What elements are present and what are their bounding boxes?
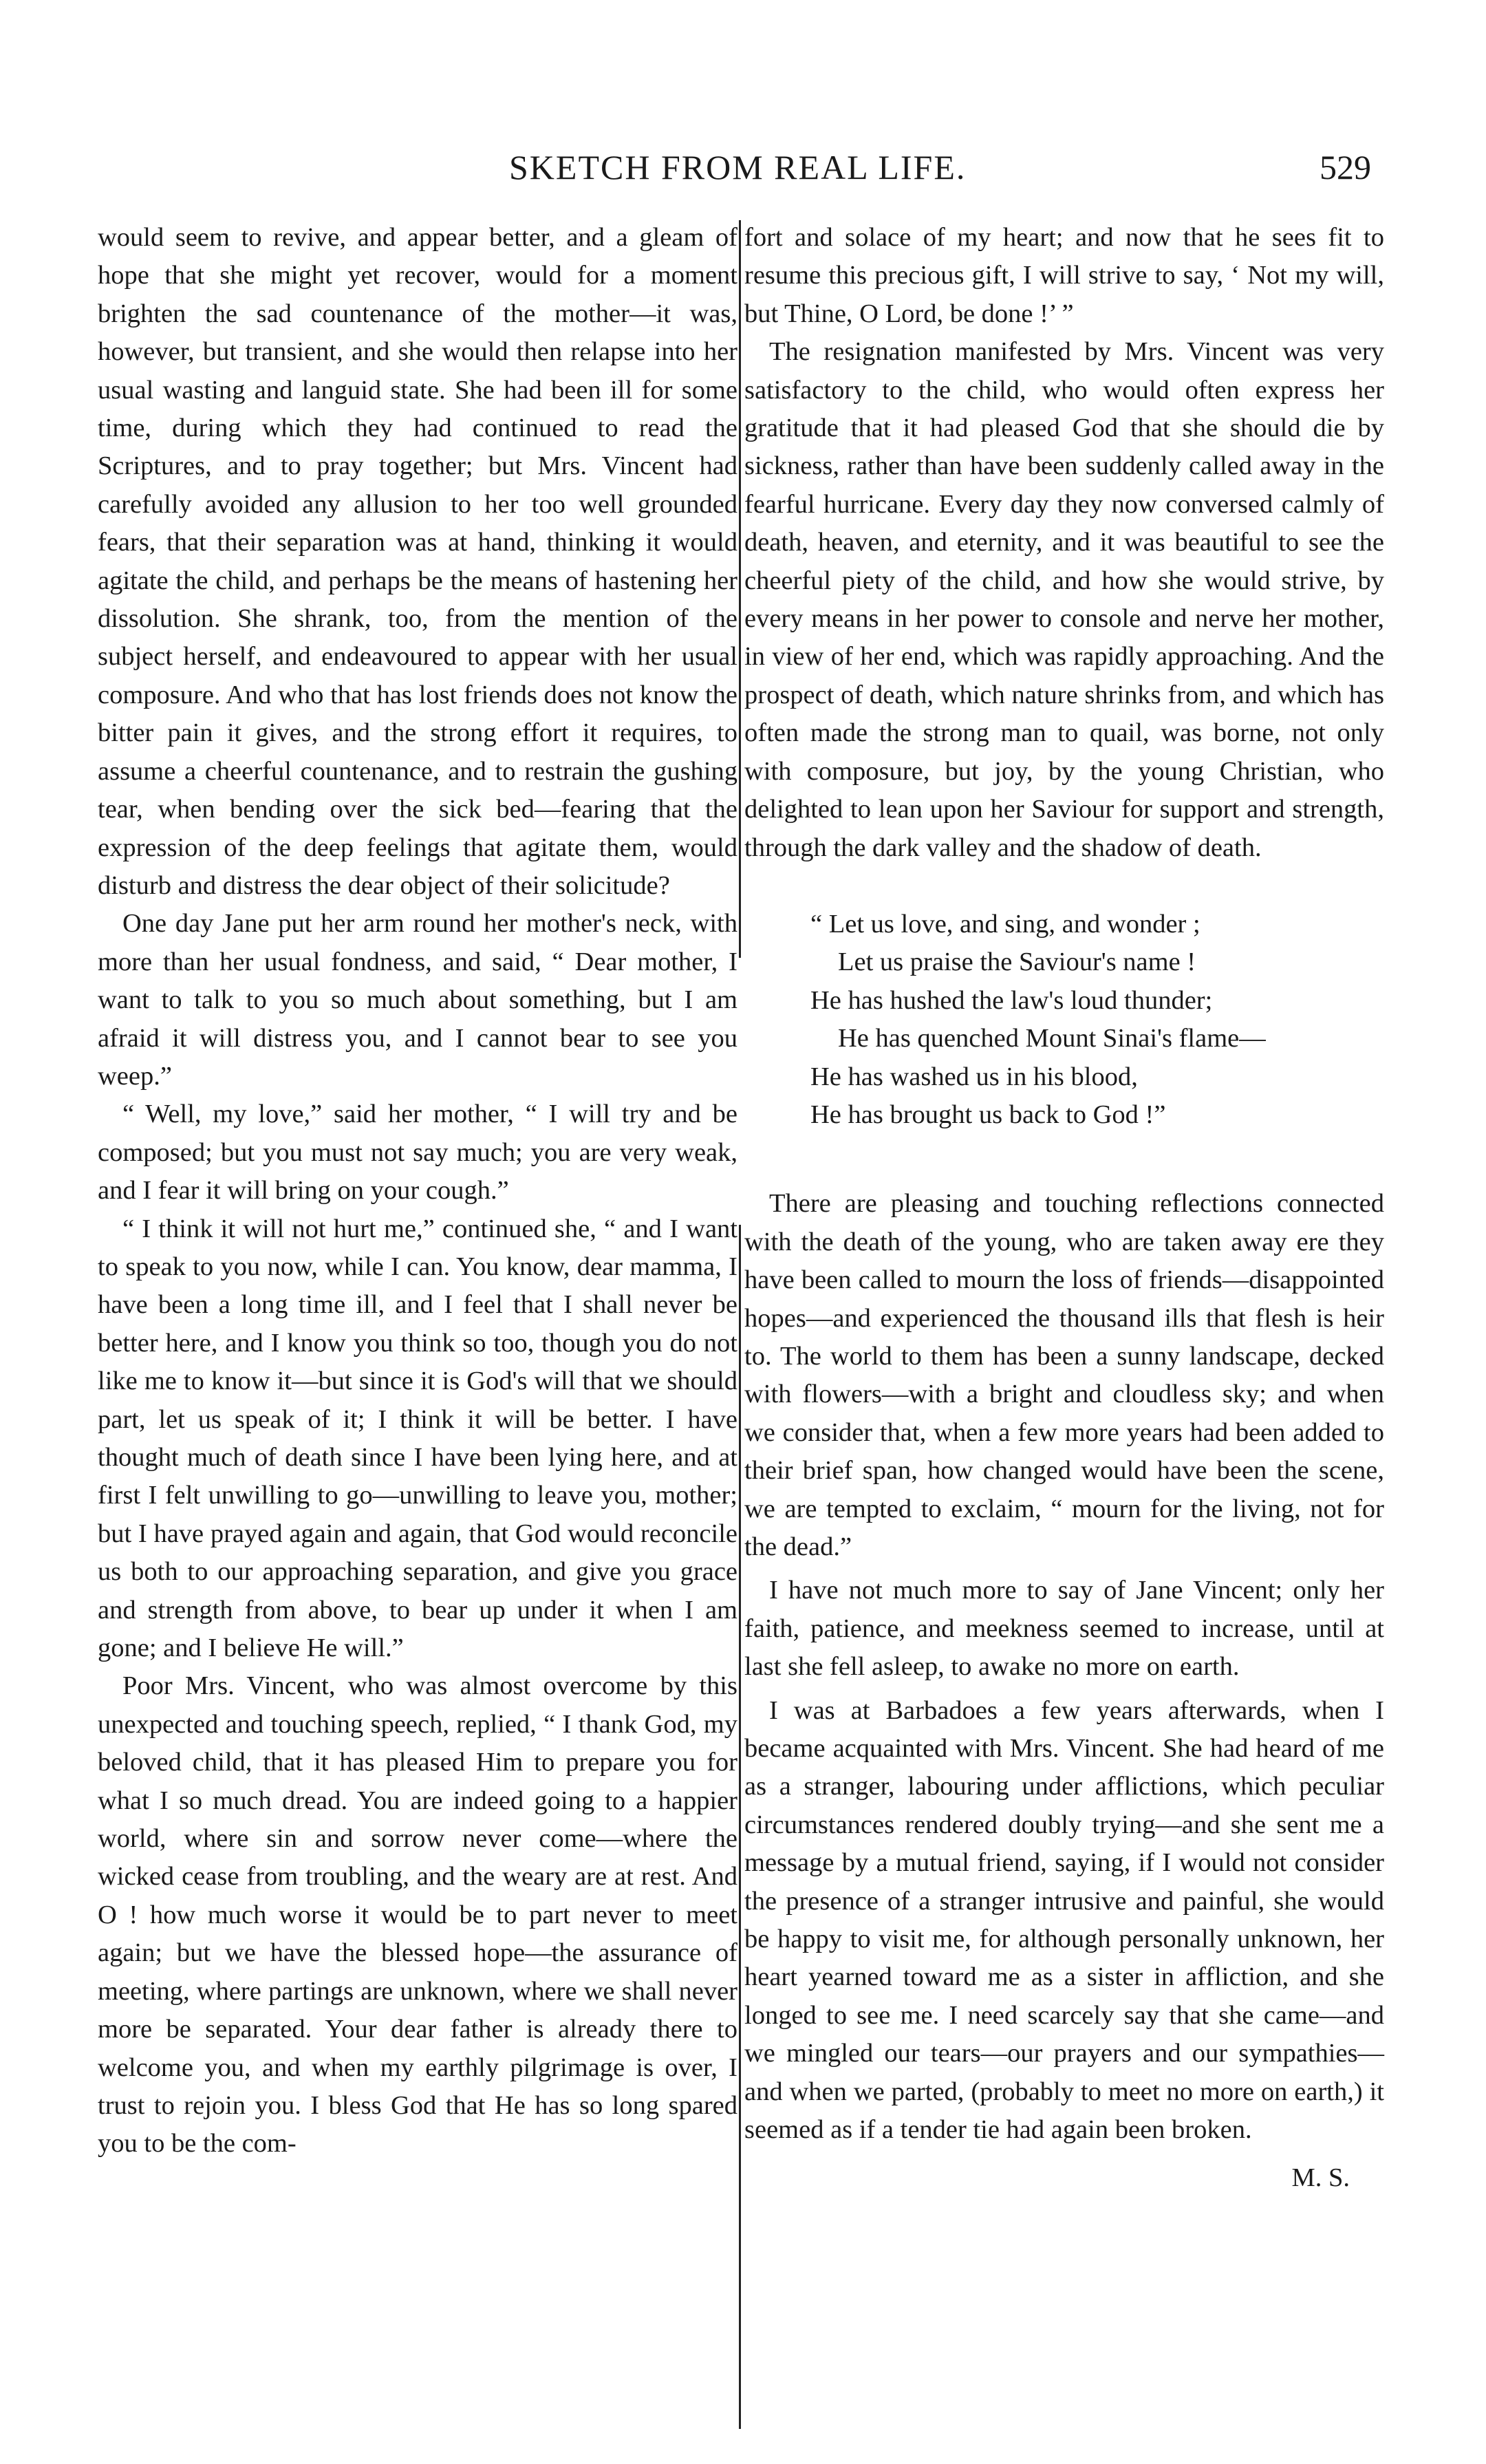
poem-stanza [810,906,1384,1134]
page-title: SKETCH FROM REAL LIFE. [509,148,967,186]
column-rule-bottom [739,1225,741,2429]
left-column [98,219,737,2163]
paragraph: I have not much more to say of Jane Vincent; only her faith, patience, and meekness seemed to increase, until at last she fell asleep, to awake no more on earth. [744,1576,1384,1682]
poem-line: Let us praise the Saviour's name ! [838,947,1196,977]
paragraph: The resignation manifested by Mrs. Vincent was very satisfactory to the child, who would often express her gratitude that it had pleased God that she should die by sickness, rather than have been suddenly called away in the fearful hurricane. Every day they now conversed calmly of death, heaven, and eternity, and it was beautiful to see the cheerful piety of the child, and how she would strive, by every means in her power to console and nerve her mother, in view of her end, which was rapidly approaching. And the prospect of death, which nature shrinks from, and which has often made the strong man to quail, was borne, not only with composure, but joy, by the young Christian, who delighted to lean upon her Saviour for support and strength, through the dark valley and the shadow of death. [744,337,1384,862]
paragraph: “ I think it will not hurt me,” continued she, “ and I want to speak to you now, while I can. You know, dear mamma, I have been a long time ill, and I feel that I shall never be better here, and I know you think so too, though you do not like me to know it—but since it is God's will that we should part, let us speak of it; I think it will be better. I have thought much of death since I have been lying here, and at first I felt unwilling to go—unwilling to leave you, mother; but I have prayed again and again, that God would reconcile us both to our approaching separation, and give you grace and strength from above, to bear up under it when I am gone; and I believe He will.” [98,1214,737,1663]
poem-line: He has brought us back to God !” [810,1100,1166,1129]
running-header [0,147,1486,209]
author-signature: M. S. [1291,2163,1350,2192]
paragraph: I was at Barbadoes a few years afterwards, when I became acquainted with Mrs. Vincent. She had heard of me as a stranger, labouring under afflictions, which peculiar circumstances rendered doubly trying—and she sent me a message by a mutual friend, saying, if I would not consider the presence of a stranger intrusive and painful, she would be happy to visit me, for although personally unknown, her heart yearned toward me as a sister in affliction, and she longed to see me. I need scarcely say that she came—and we mingled our tears—our prayers and our sympathies—and when we parted, (probably to meet no more on earth,) it seemed as if a tender tie had again been broken. [744,1695,1384,2145]
poem-line: He has washed us in his blood, [810,1062,1138,1091]
page-number: 529 [1320,148,1371,186]
poem-line: He has hushed the law's loud thunder; [810,985,1213,1015]
paragraph: Poor Mrs. Vincent, who was almost overcome by this unexpected and touching speech, replied, “ I thank God, my beloved child, that it has pleased Him to prepare you for what I so much dread. You are indeed going to a happier world, where sin and sorrow never come—where the wicked cease from troubling, and the weary are at rest. And O ! how much worse it would be to part never to meet again; but we have the blessed hope—the assurance of meeting, where partings are unknown, where we shall never more be separated. Your dear father is already there to welcome you, and when my earthly pilgrimage is over, I trust to rejoin you. I bless God that He has so long spared you to be the com- [98,1671,737,2158]
paragraph: There are pleasing and touching reflections connected with the death of the young, who are taken away ere they have been called to mourn the loss of friends—disappointed hopes—and experienced the thousand ills that flesh is heir to. The world to them has been a sunny landscape, decked with flowers—with a bright and cloudless sky; and when we consider that, when a few more years had been added to their brief span, how changed would have been the scene, we are tempted to exclaim, “ mourn for the living, not for the dead.” [744,1189,1384,1561]
paragraph: would seem to revive, and appear better, and a gleam of hope that she might yet recover, would for a moment brighten the sad countenance of the mother—it was, however, but transient, and she would then relapse into her usual wasting and languid state. She had been ill for some time, during which they had continued to read the Scriptures, and to pray together; but Mrs. Vincent had carefully avoided any allusion to her too well grounded fears, that their separation was at hand, thinking it would agitate the child, and perhaps be the means of hastening her dissolution. She shrank, too, from the mention of the subject herself, and endeavoured to appear with her usual composure. And who that has lost friends does not know the bitter pain it gives, and the strong effort it requires, to assume a cheerful countenance, and to restrain the gushing tear, when bending over the sick bed—fearing that the expression of the deep feelings that agitate them, would disturb and distress the dear object of their solicitude? [98,223,737,900]
column-rule-top [739,220,741,958]
right-column [744,219,1384,2197]
paragraph: One day Jane put her arm round her mother's neck, with more than her usual fondness, and said, “ Dear mother, I want to talk to you so much about something, but I am afraid it will distress you, and I cannot bear to see you weep.” [98,909,737,1091]
poem-line: He has quenched Mount Sinai's flame— [838,1024,1266,1053]
paragraph: fort and solace of my heart; and now that he sees fit to resume this precious gift, I will strive to say, ‘ Not my will, but Thine, O Lord, be done !’ ” [744,223,1384,328]
paragraph: “ Well, my love,” said her mother, “ I will try and be composed; but you must not say much; you are very weak, and I fear it will bring on your cough.” [98,1100,737,1206]
poem-line: “ Let us love, and sing, and wonder ; [810,909,1200,939]
